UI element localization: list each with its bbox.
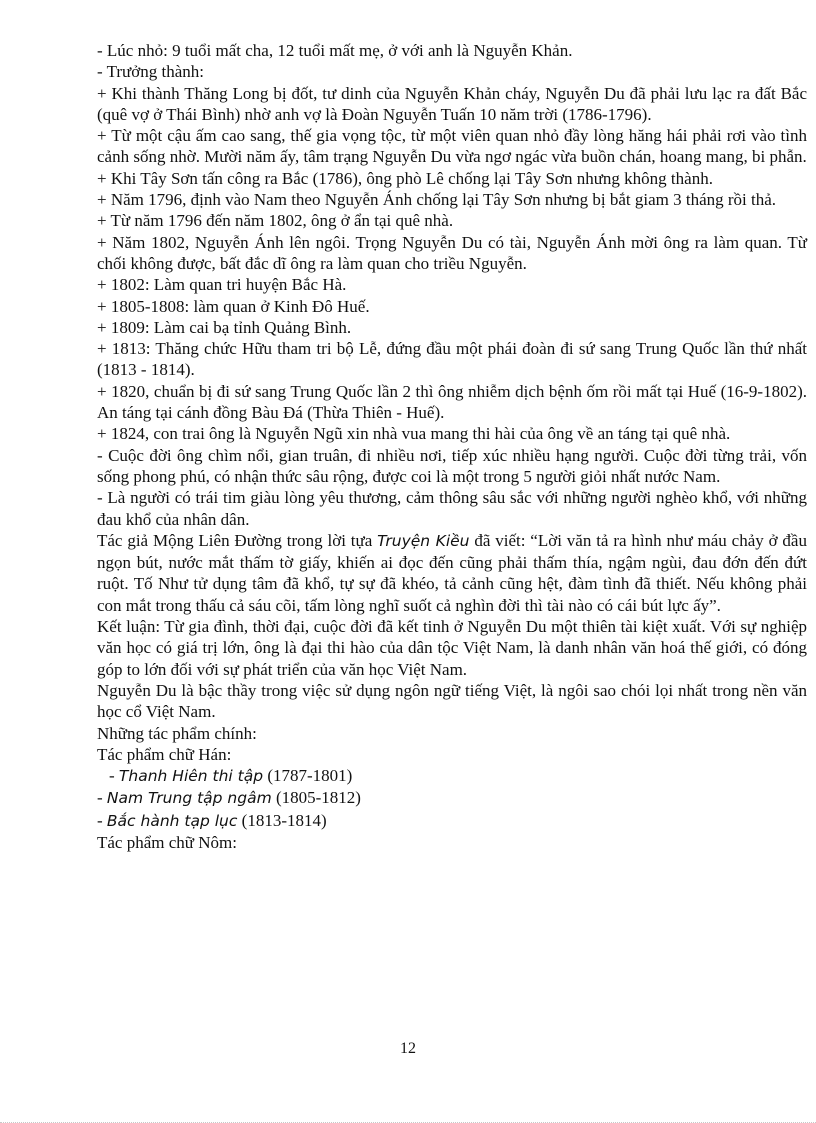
paragraph: + Năm 1796, định vào Nam theo Nguyễn Ánh chống lại Tây Sơn nhưng bị bắt giam 3 tháng rồi thả. — [97, 190, 777, 210]
paragraph: + 1805-1808: làm quan ở Kinh Đô Huế. — [97, 296, 370, 316]
paragraph: - Trưởng thành: — [97, 62, 204, 82]
page-content — [97, 40, 807, 853]
paragraph: + 1802: Làm quan tri huyện Bắc Hà. — [97, 275, 347, 295]
han-work-title: Nam Trung tập ngâm — [106, 789, 272, 808]
paragraph: + 1809: Làm cai bạ tỉnh Quảng Bình. — [97, 317, 352, 337]
han-works-heading: Tác phẩm chữ Hán: — [97, 744, 232, 764]
paragraph: - Cuộc đời ông chìm nổi, gian truân, đi nhiều nơi, tiếp xúc nhiều hạng người. Cuộc đời từng trải, vốn sống phong phú, có nhận thức sâu rộng, được coi là một trong 5 người giỏi nhất nước Nam. — [97, 445, 807, 486]
han-work-years: (1787-1801) — [263, 766, 353, 786]
han-work-item: - Thanh Hiên thi tập (1787-1801) — [109, 766, 353, 786]
han-work-title: Thanh Hiên thi tập — [118, 767, 264, 786]
paragraph: - Lúc nhỏ: 9 tuổi mất cha, 12 tuổi mất mẹ, ở với anh là Nguyễn Khản. — [97, 41, 573, 60]
han-work-title: Bắc hành tạp lục — [106, 811, 238, 830]
paragraph: + Khi thành Thăng Long bị đốt, tư dinh của Nguyễn Khản cháy, Nguyễn Du đã phải lưu lạc ra đất Bắc (quê vợ ở Thái Bình) nhờ anh vợ là Đoàn Nguyễn Tuấn 10 năm trời (1786-1796). — [97, 83, 807, 124]
page-number: 12 — [400, 1040, 416, 1057]
paragraph: + 1820, chuẩn bị đi sứ sang Trung Quốc lần 2 thì ông nhiễm dịch bệnh ốm rồi mất tại Huế (16-9-1802). An táng tại cánh đồng Bàu Đá (Thừa Thiên - Huế). — [97, 381, 807, 423]
works-heading: Những tác phẩm chính: — [97, 723, 257, 743]
quote-intro: Tác giả Mộng Liên Đường trong lời tựa — [97, 530, 378, 550]
conclusion-paragraph: Kết luận: Từ gia đình, thời đại, cuộc đời đã kết tinh ở Nguyễn Du một thiên tài kiệt xuất. Với sự nghiệp văn học có giá trị lớn, ông là đại thi hào của dân tộc Việt Nam, là danh nhân văn hoá thế giới, có đóng góp to lớn đối với sự phát triển của văn học Việt Nam. — [97, 617, 807, 679]
mastery-paragraph: Nguyễn Du là bậc thầy trong việc sử dụng ngôn ngữ tiếng Việt, là ngôi sao chói lọi nhất trong nền văn học cổ Việt Nam. — [97, 680, 807, 722]
paragraph: + Năm 1802, Nguyễn Ánh lên ngôi. Trọng Nguyễn Du có tài, Nguyễn Ánh mời ông ra làm quan. Từ chối không được, bất đắc dĩ ông ra làm quan cho triều Nguyễn. — [97, 232, 807, 273]
paragraph: + Từ năm 1796 đến năm 1802, ông ở ẩn tại quê nhà. — [97, 211, 454, 231]
quote-paragraph — [97, 530, 807, 616]
han-work-years: (1805-1812) — [271, 788, 361, 808]
han-work-item: - Nam Trung tập ngâm (1805-1812) — [97, 788, 361, 808]
paragraph: + 1824, con trai ông là Nguyễn Ngũ xin nhà vua mang thi hài của ông về an táng tại quê nhà. — [97, 424, 731, 444]
paragraph: + Khi Tây Sơn tấn công ra Bắc (1786), ông phò Lê chống lại Tây Sơn nhưng không thành. — [97, 168, 713, 188]
han-work-item: - Bắc hành tạp lục (1813-1814) — [97, 810, 327, 830]
han-work-years: (1813-1814) — [237, 810, 327, 830]
paragraph: + 1813: Thăng chức Hữu tham tri bộ Lễ, đứng đầu một phái đoàn đi sứ sang Trung Quốc lần thứ nhất (1813 - 1814). — [97, 339, 807, 380]
quote-work-title: Truyện Kiều — [377, 531, 470, 550]
quote-text: đã viết: “Lời văn tả ra hình như máu chảy ở đầu ngọn bút, nước mắt thấm tờ giấy, khiến ai đọc đến cũng phải thấm thía, ngậm ngùi, đau đớn đến đứt ruột. Tố Như tử dụng tâm đã khổ, tự sự đã khéo, tả cảnh cũng hệt, đàm tình đã thiết. Nếu không phải con mắt trong thấu cả sáu cõi, tấm lòng nghĩ suốt cả nghìn đời thì tài nào có cái bút lực ấy”. — [97, 530, 807, 615]
nom-works-heading: Tác phẩm chữ Nôm: — [97, 832, 237, 852]
paragraph: - Là người có trái tim giàu lòng yêu thương, cảm thông sâu sắc với những người nghèo khổ, với những đau khổ của nhân dân. — [97, 488, 807, 529]
paragraph: + Từ một cậu ấm cao sang, thế gia vọng tộc, từ một viên quan nhỏ đầy lòng hăng hái phải rơi vào tình cảnh sống nhờ. Mười năm ấy, tâm trạng Nguyễn Du vừa ngơ ngác vừa buồn chán, hoang mang, bi phẫn. — [97, 126, 807, 167]
